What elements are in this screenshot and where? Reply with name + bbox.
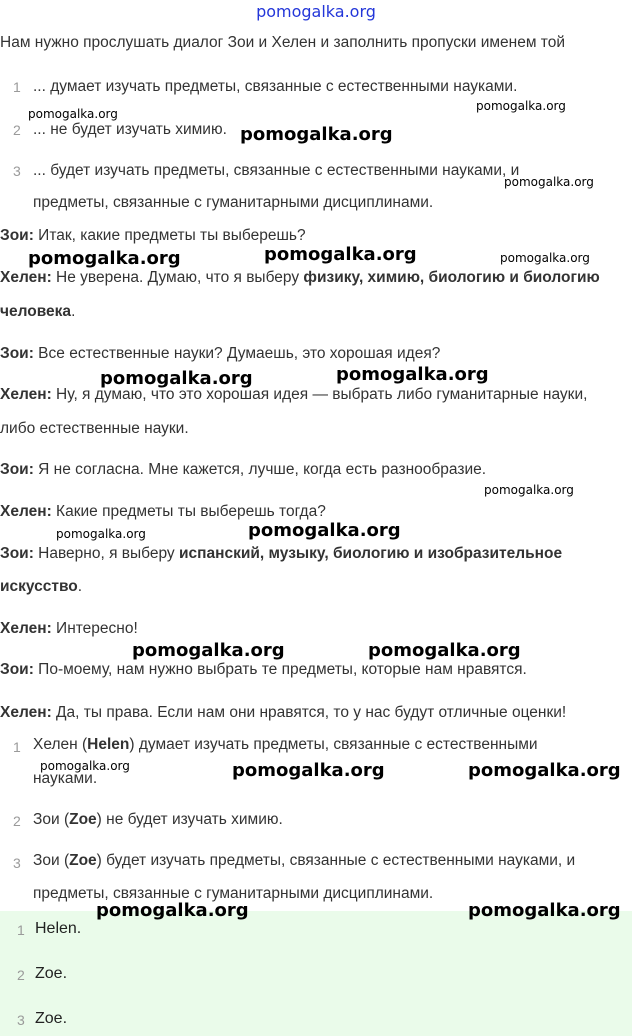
watermark: pomogalka.org [468, 900, 621, 921]
dialogue-line [0, 333, 630, 374]
utterance: Я не согласна. Мне кажется, лучше, когда есть разнообразие. [33, 461, 487, 478]
answer-text: Helen. [35, 920, 82, 937]
watermark: pomogalka.org [132, 640, 285, 661]
utterance: Интересно! [51, 620, 138, 637]
utterance: Все естественные науки? Думаешь, это хорошая идея? [33, 345, 441, 362]
site-header-logo[interactable]: pomogalka.org [256, 2, 376, 21]
watermark: pomogalka.org [96, 900, 249, 921]
speaker: Хелен: [0, 269, 52, 286]
watermark: pomogalka.org [468, 760, 621, 781]
speaker: Хелен: [0, 386, 52, 403]
speaker: Хелен: [0, 503, 52, 520]
dialogue-line [0, 692, 630, 733]
watermark: pomogalka.org [28, 248, 181, 269]
answer-name: Helen [87, 736, 130, 753]
item-number: 1 [13, 79, 21, 95]
utterance: Наверно, я выберу [33, 545, 179, 562]
answer-name: Zoe [69, 811, 97, 828]
punct: . [71, 303, 76, 320]
watermark: pomogalka.org [56, 527, 146, 541]
answer-text: Zoe. [35, 965, 68, 982]
subjects-bold: человека [0, 303, 72, 320]
speaker: Зои: [0, 227, 34, 244]
subjects-bold: физику, химию, биологию и биологию [303, 269, 600, 286]
watermark: pomogalka.org [100, 368, 253, 389]
watermark: pomogalka.org [484, 483, 574, 497]
dialogue-line [0, 608, 630, 649]
speaker: Зои: [0, 345, 34, 362]
speaker: Хелен: [0, 620, 52, 637]
item-text: ... будет изучать предметы, связанные с естественными науками, и [33, 162, 520, 179]
item-number: 3 [13, 163, 21, 179]
utterance: Итак, какие предметы ты выберешь? [33, 227, 306, 244]
answer-number: 3 [17, 1012, 25, 1028]
item-text: ... думает изучать предметы, связанные с естественными науками. [33, 78, 518, 95]
item-text: ... не будет изучать химию. [33, 121, 227, 138]
speaker: Зои: [0, 545, 34, 562]
item-text-continued: предметы, связанные с гуманитарными дисциплинами. [33, 194, 434, 211]
dialogue-line-continued [0, 566, 630, 607]
subjects-bold: искусство [0, 578, 78, 595]
dialogue-line-continued [0, 291, 630, 332]
task-instruction: Нам нужно прослушать диалог Зои и Хелен и заполнить пропуски именем той [0, 34, 565, 51]
utterance: Да, ты права. Если нам они нравятся, то у нас будут отличные оценки! [51, 704, 567, 721]
answer-number: 1 [17, 922, 25, 938]
dialogue-line-continued [0, 408, 630, 449]
filled-sentence: Хелен (Helen) думает изучать предметы, связанные с естественными [33, 736, 538, 753]
watermark: pomogalka.org [504, 175, 594, 189]
answers-panel [0, 911, 632, 1036]
watermark: pomogalka.org [264, 244, 417, 265]
filled-sentence: Зои (Zoe) не будет изучать химию. [33, 811, 283, 828]
utterance: либо естественные науки. [0, 420, 189, 437]
watermark: pomogalka.org [336, 364, 489, 385]
filled-number: 3 [13, 855, 21, 871]
answer-text: Zoe. [35, 1010, 68, 1027]
filled-sentence-continued: науками. [33, 770, 98, 787]
answer-number: 2 [17, 967, 25, 983]
speaker: Зои: [0, 461, 34, 478]
speaker: Хелен: [0, 704, 52, 721]
subjects-bold: испанский, музыку, биологию и изобразительное [179, 545, 563, 562]
watermark: pomogalka.org [500, 251, 590, 265]
watermark: pomogalka.org [476, 99, 566, 113]
filled-sentence-continued: предметы, связанные с гуманитарными дисциплинами. [33, 885, 434, 902]
watermark: pomogalka.org [40, 759, 130, 773]
item-number: 2 [13, 122, 21, 138]
watermark: pomogalka.org [248, 520, 401, 541]
filled-number: 1 [13, 739, 21, 755]
punct: . [77, 578, 83, 595]
watermark: pomogalka.org [368, 640, 521, 661]
utterance: По-моему, нам нужно выбрать те предметы, которые нам нравятся. [33, 661, 527, 678]
dialogue-line [0, 649, 630, 690]
filled-number: 2 [13, 813, 21, 829]
utterance: Какие предметы ты выберешь тогда? [51, 503, 326, 520]
answer-name: Zoe [69, 852, 97, 869]
watermark: pomogalka.org [28, 107, 118, 121]
utterance: Ну, я думаю, что это хорошая идея — выбрать либо гуманитарные науки, [51, 386, 588, 403]
watermark: pomogalka.org [240, 124, 393, 145]
speaker: Зои: [0, 661, 34, 678]
filled-sentence: Зои (Zoe) будет изучать предметы, связанные с естественными науками, и [33, 852, 576, 869]
watermark: pomogalka.org [232, 760, 385, 781]
utterance: Не уверена. Думаю, что я выберу [51, 269, 304, 286]
